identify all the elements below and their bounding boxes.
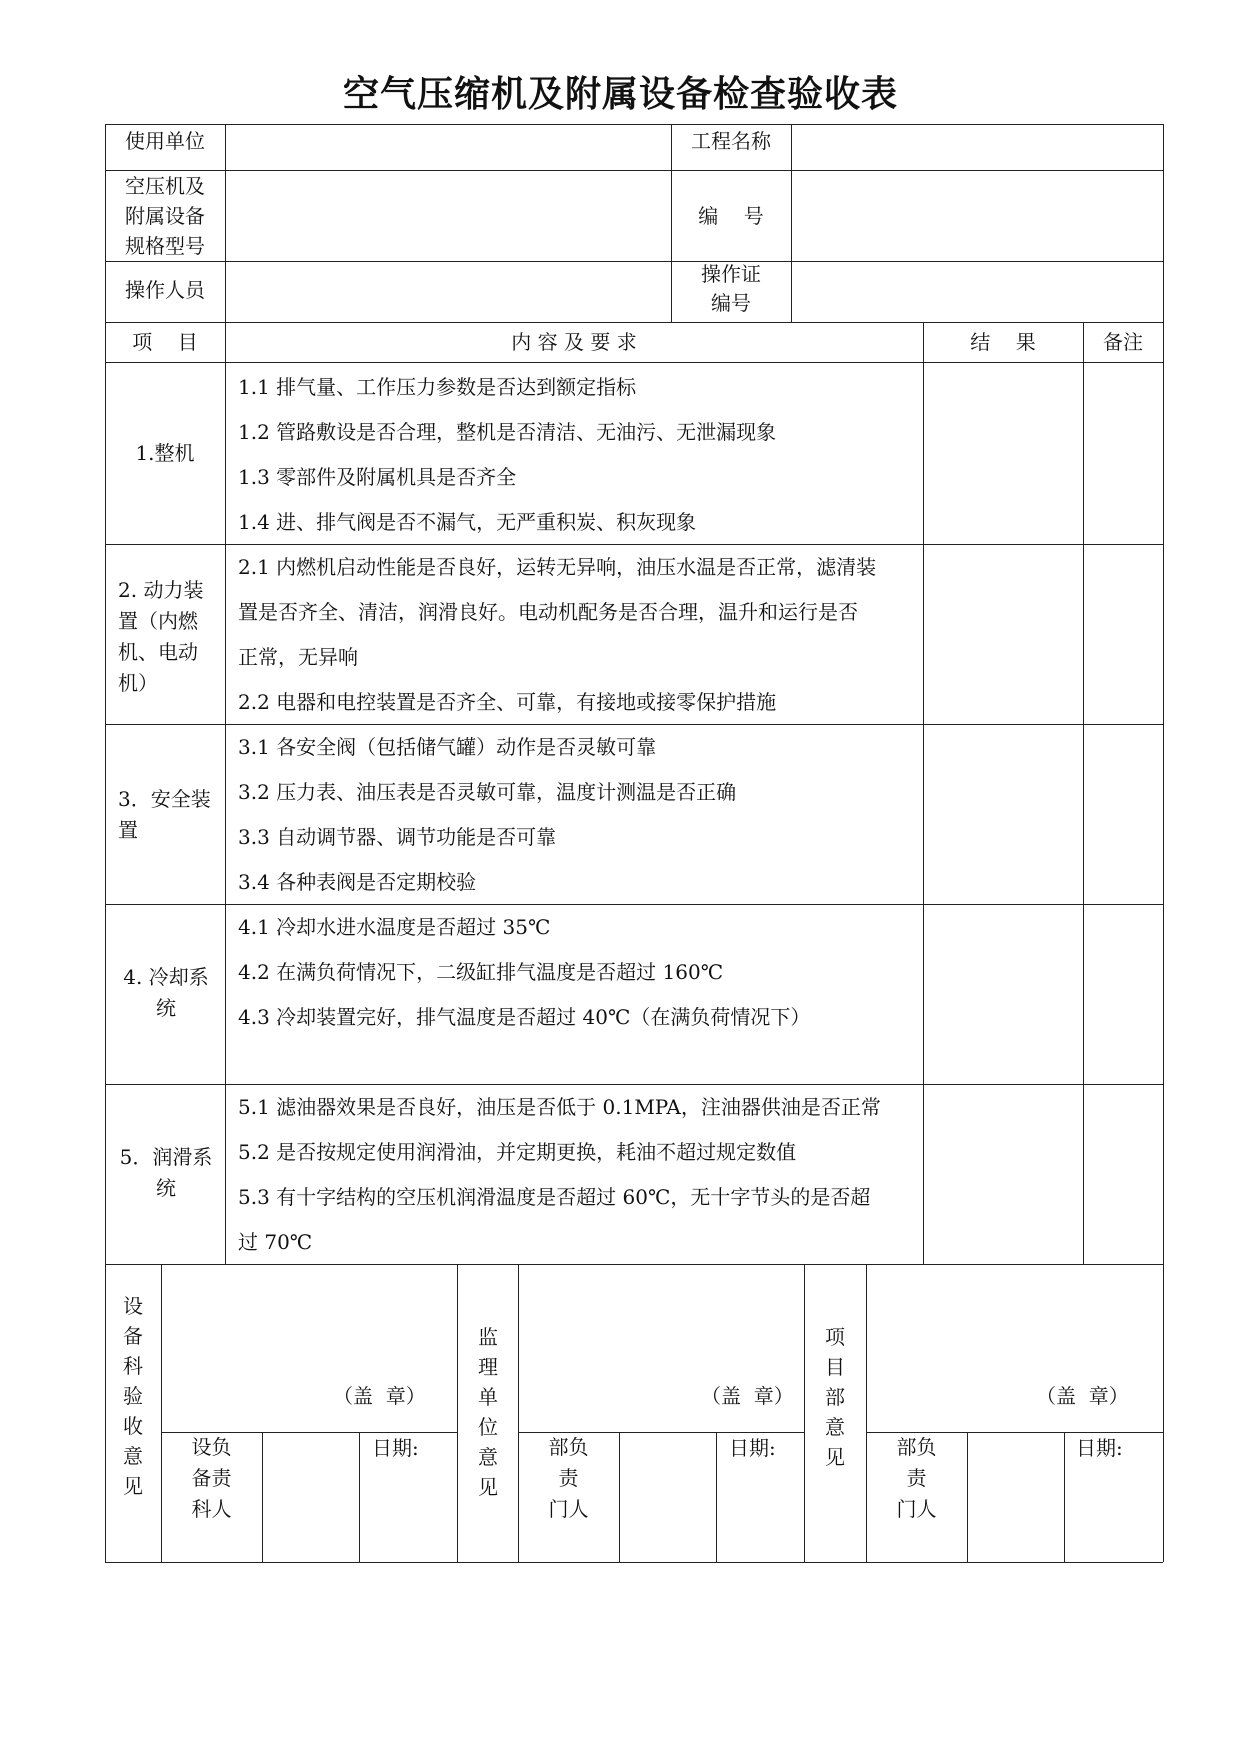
section-1-item-3: 1.3 零部件及附属机具是否齐全 xyxy=(238,465,517,489)
section-4-remark[interactable] xyxy=(1084,905,1163,1084)
column-content: 内 容 及 要 求 xyxy=(511,330,637,354)
number-label: 编 号 xyxy=(698,204,764,228)
supervision-opinion-label: 监理单位意见 xyxy=(478,1325,498,1499)
equipment-dept-person-field[interactable] xyxy=(263,1433,359,1562)
section-1-item-1: 1.1 排气量、工作压力参数是否达到额定指标 xyxy=(238,375,637,399)
section-1-item-4: 1.4 进、排气阀是否不漏气，无严重积炭、积灰现象 xyxy=(238,510,697,534)
column-remark: 备注 xyxy=(1103,330,1143,354)
section-2-remark[interactable] xyxy=(1084,545,1163,724)
section-3-name: 3．安全装 置 xyxy=(118,787,211,842)
section-1-name: 1.整机 xyxy=(135,441,195,465)
equipment-dept-person-label: 设负 备责 科人 xyxy=(191,1435,232,1521)
section-5-item-3-cont: 过 70℃ xyxy=(238,1230,313,1254)
section-2-result[interactable] xyxy=(924,545,1083,724)
section-4-name: 4. 冷却系 统 xyxy=(123,965,209,1020)
spec-label: 空压机及 附属设备 规格型号 xyxy=(125,174,205,258)
section-5-item-2: 5.2 是否按规定使用润滑油，并定期更换，耗油不超过规定数值 xyxy=(238,1140,797,1164)
cert-number-field[interactable] xyxy=(792,262,1163,322)
section-5-item-1: 5.1 滤油器效果是否良好，油压是否低于 0.1MPA，注油器供油是否正常 xyxy=(238,1095,881,1119)
project-dept-person-field[interactable] xyxy=(968,1433,1064,1562)
project-name-label: 工程名称 xyxy=(691,129,771,153)
equipment-dept-date-label: 日期: xyxy=(372,1436,419,1460)
section-3-remark[interactable] xyxy=(1084,725,1163,904)
section-1-remark[interactable] xyxy=(1084,363,1163,544)
supervision-person-field[interactable] xyxy=(620,1433,716,1562)
section-5-remark[interactable] xyxy=(1084,1085,1163,1264)
section-1-result[interactable] xyxy=(924,363,1083,544)
column-result: 结 果 xyxy=(970,330,1036,354)
supervision-seal: （盖 章） xyxy=(701,1384,794,1408)
project-dept-seal: （盖 章） xyxy=(1036,1384,1129,1408)
use-unit-field[interactable] xyxy=(226,125,671,170)
section-4-result[interactable] xyxy=(924,905,1083,1084)
use-unit-label: 使用单位 xyxy=(125,129,205,153)
section-3-item-1: 3.1 各安全阀（包括储气罐）动作是否灵敏可靠 xyxy=(238,735,657,759)
section-3-item-4: 3.4 各种表阀是否定期校验 xyxy=(238,870,477,894)
section-4-item-2: 4.2 在满负荷情况下，二级缸排气温度是否超过 160℃ xyxy=(238,960,724,984)
section-2-name: 2. 动力装 置（内燃 机、电动 机） xyxy=(118,578,204,695)
section-3-result[interactable] xyxy=(924,725,1083,904)
section-4-item-3: 4.3 冷却装置完好，排气温度是否超过 40℃（在满负荷情况下） xyxy=(238,1005,811,1029)
supervision-person-label: 部负 责 门人 xyxy=(548,1435,589,1521)
project-dept-date-label: 日期: xyxy=(1076,1436,1123,1460)
number-field[interactable] xyxy=(792,171,1163,261)
operator-label: 操作人员 xyxy=(125,278,205,302)
section-5-item-3: 5.3 有十字结构的空压机润滑温度是否超过 60℃，无十字节头的是否超 xyxy=(238,1185,871,1209)
project-name-field[interactable] xyxy=(792,125,1163,170)
section-3-item-2: 3.2 压力表、油压表是否灵敏可靠，温度计测温是否正确 xyxy=(238,780,737,804)
section-5-name: 5．润滑系 统 xyxy=(119,1145,213,1200)
section-5-result[interactable] xyxy=(924,1085,1083,1264)
project-dept-person-label: 部负 责 门人 xyxy=(896,1435,937,1521)
equipment-dept-seal: （盖 章） xyxy=(333,1384,426,1408)
spec-field[interactable] xyxy=(226,171,671,261)
equipment-dept-opinion-label: 设备科验收意见 xyxy=(123,1294,143,1498)
section-2-item-1: 2.1 内燃机启动性能是否良好，运转无异响，油压水温是否正常，滤清装 xyxy=(238,555,877,579)
project-dept-opinion-label: 项目部意见 xyxy=(825,1325,845,1469)
supervision-date-label: 日期: xyxy=(729,1436,776,1460)
column-item: 项 目 xyxy=(132,330,198,354)
section-2-item-2: 2.2 电器和电控装置是否齐全、可靠，有接地或接零保护措施 xyxy=(238,690,777,714)
section-4-item-1: 4.1 冷却水进水温度是否超过 35℃ xyxy=(238,915,551,939)
cert-number-label: 操作证 编号 xyxy=(701,262,761,315)
page-title: 空气压缩机及附属设备检查验收表 xyxy=(342,74,898,115)
operator-field[interactable] xyxy=(226,262,671,322)
section-3-item-3: 3.3 自动调节器、调节功能是否可靠 xyxy=(238,825,557,849)
section-2-item-1-end: 正常，无异响 xyxy=(238,645,358,669)
section-1-item-2: 1.2 管路敷设是否合理，整机是否清洁、无油污、无泄漏现象 xyxy=(238,420,777,444)
section-2-item-1-cont: 置是否齐全、清洁，润滑良好。电动机配务是否合理，温升和运行是否 xyxy=(238,600,858,624)
